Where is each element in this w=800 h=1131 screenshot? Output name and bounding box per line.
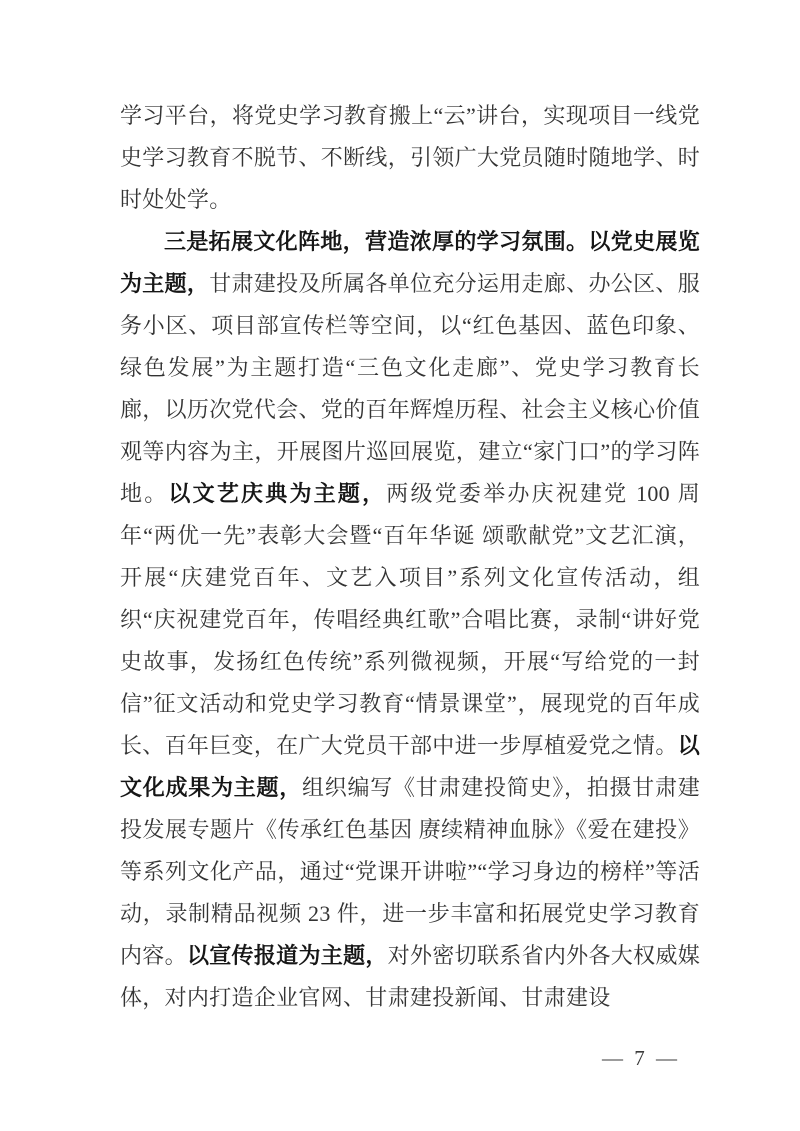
bold-text-run: 以宣传报道为主题， [186, 943, 388, 968]
text-run: 两级党委举办庆祝建党 100 周年“两优一先”表彰大会暨“百年华诞 颂歌献党”文艺汇演，开展“庆建党百年、文艺入项目”系列文化宣传活动，组织“庆祝建党百年，传唱经典红歌”合唱比赛，录制“讲好党史故事，发扬红色传统”系列微视频，开展“写给党的一封信”征文活动和党史学习教育“情景课堂”，展现党的百年成长、百年巨变，在广大党员干部中进一步厚植爱党之情。 [120, 481, 700, 758]
text-run: 学习平台，将党史学习教育搬上“云”讲台，实现项目一线党史学习教育不脱节、不断线，引领广大党员随时随地学、时时处处学。 [120, 103, 700, 212]
page-number: — 7 — [602, 1046, 680, 1070]
bold-text-run: 以文化成果为主题， [120, 733, 700, 800]
document-body [120, 95, 700, 1019]
bold-text-run: 三是拓展文化阵地，营造浓厚的学习氛围。以党史展览为主题， [120, 229, 700, 296]
bold-text-run: 以文艺庆典为主题， [168, 481, 387, 506]
text-run: 甘肃建投及所属各单位充分运用走廊、办公区、服务小区、项目部宣传栏等空间，以“红色基因、蓝色印象、绿色发展”为主题打造“三色文化走廊”、党史学习教育长廊，以历次党代会、党的百年辉煌历程、社会主义核心价值观等内容为主，开展图片巡回展览，建立“家门口”的学习阵地。 [120, 271, 700, 506]
paragraph [120, 221, 700, 1019]
text-run: 组织编写《甘肃建投简史》，拍摄甘肃建投发展专题片《传承红色基因 赓续精神血脉》《爱在建投》等系列文化产品，通过“党课开讲啦”“学习身边的榜样”等活动，录制精品视频 23 件，进一步丰富和拓展党史学习教育内容。 [120, 775, 700, 968]
paragraph [120, 95, 700, 221]
text-run: 对外密切联系省内外各大权威媒体，对内打造企业官网、甘肃建投新闻、甘肃建设 [120, 943, 701, 1010]
